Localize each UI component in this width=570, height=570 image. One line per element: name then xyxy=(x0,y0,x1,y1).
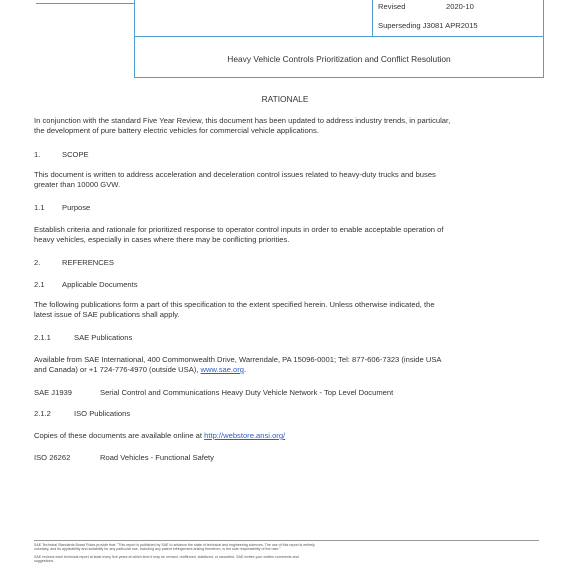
section-iso-publications-heading xyxy=(34,409,130,418)
section-title: Purpose xyxy=(62,203,91,212)
rationale-line-2: the development of pure battery electric vehicles for commercial vehicle applications. xyxy=(34,126,319,135)
section-sae-publications-heading xyxy=(34,333,132,342)
iso-publications-paragraph xyxy=(34,431,534,441)
sae-line-2-end: . xyxy=(244,365,247,374)
superseding-text: Superseding J3081 APR2015 xyxy=(378,21,478,30)
applicable-line-2: latest issue of SAE publications shall apply. xyxy=(34,310,180,319)
footer-notice xyxy=(34,543,539,564)
sae-line-2 xyxy=(34,365,534,375)
footer-line-2: voluntary, and its applicability and suitability for any particular use, including any patent infringement arising therefrom, is the sole responsibility of the user." xyxy=(34,547,281,552)
purpose-line-1: Establish criteria and rationale for prioritized response to operator control inputs in order to enable acceptable operation of xyxy=(34,225,444,234)
applicable-line-1: The following publications form a part of this specification to the extent specified herein. Unless otherwise indicated, the xyxy=(34,300,435,309)
reference-title: Serial Control and Communications Heavy Duty Vehicle Network - Top Level Document xyxy=(100,388,394,397)
section-title: REFERENCES xyxy=(62,258,114,267)
rationale-heading: RATIONALE xyxy=(261,94,309,104)
rationale-paragraph xyxy=(34,116,534,136)
ansi-webstore-link[interactable]: http://webstore.ansi.org/ xyxy=(204,431,286,440)
section-title: ISO Publications xyxy=(74,409,131,418)
header-box xyxy=(134,0,544,78)
header-column-divider xyxy=(372,0,373,36)
reference-iso-26262 xyxy=(34,453,214,462)
section-scope-heading xyxy=(34,150,89,159)
document-title: Heavy Vehicle Controls Prioritization and Conflict Resolution xyxy=(227,54,451,64)
header-left-rule xyxy=(36,0,134,4)
purpose-paragraph xyxy=(34,225,534,245)
section-number: 1.1 xyxy=(34,203,45,212)
section-references-heading xyxy=(34,258,114,267)
footer-rule xyxy=(34,540,539,541)
sae-website-link[interactable]: www.sae.org xyxy=(200,365,245,374)
reference-sae-j1939 xyxy=(34,388,393,397)
section-number: 2.1 xyxy=(34,280,45,289)
header-divider xyxy=(134,36,544,37)
iso-text: Copies of these documents are available online at xyxy=(34,431,205,440)
footer-line-4: suggestions. xyxy=(34,559,55,564)
scope-line-2: greater than 10000 GVW. xyxy=(34,180,121,189)
section-purpose-heading xyxy=(34,203,90,212)
section-number: 2.1.1 xyxy=(34,333,51,342)
revised-label: Revised xyxy=(378,2,406,11)
section-title: Applicable Documents xyxy=(62,280,138,289)
section-number: 2.1.2 xyxy=(34,409,51,418)
section-title: SCOPE xyxy=(62,150,89,159)
scope-line-1: This document is written to address acceleration and deceleration control issues related to heavy-duty trucks and buses xyxy=(34,170,436,179)
revised-date: 2020-10 xyxy=(446,2,474,11)
footer-line-3: SAE reviews each technical report at least every five years at which time it may be revised, reaffirmed, stabilized, or cancelled. SAE invites your written comments and xyxy=(34,554,299,559)
reference-code: SAE J1939 xyxy=(34,388,72,397)
section-applicable-heading xyxy=(34,280,138,289)
purpose-line-2: heavy vehicles, especially in cases where there may be conflicting priorities. xyxy=(34,235,290,244)
sae-line-2-text: and Canada) or +1 724-776-4970 (outside USA), xyxy=(34,365,201,374)
rationale-line-1: In conjunction with the standard Five Year Review, this document has been updated to address industry trends, in particular, xyxy=(34,116,451,125)
reference-code: ISO 26262 xyxy=(34,453,71,462)
section-title: SAE Publications xyxy=(74,333,133,342)
section-number: 2. xyxy=(34,258,41,267)
scope-paragraph xyxy=(34,170,534,190)
section-number: 1. xyxy=(34,150,41,159)
sae-publications-paragraph xyxy=(34,355,534,375)
reference-title: Road Vehicles - Functional Safety xyxy=(100,453,214,462)
applicable-paragraph xyxy=(34,300,534,320)
sae-line-1: Available from SAE International, 400 Commonwealth Drive, Warrendale, PA 15096-0001; Tel: 877-606-7323 (inside USA xyxy=(34,355,442,364)
footer-line-1: SAE Technical Standards Board Rules provide that: "This report is published by SAE to advance the state of technical and engineering sciences. The use of this report is entirely xyxy=(34,543,315,547)
